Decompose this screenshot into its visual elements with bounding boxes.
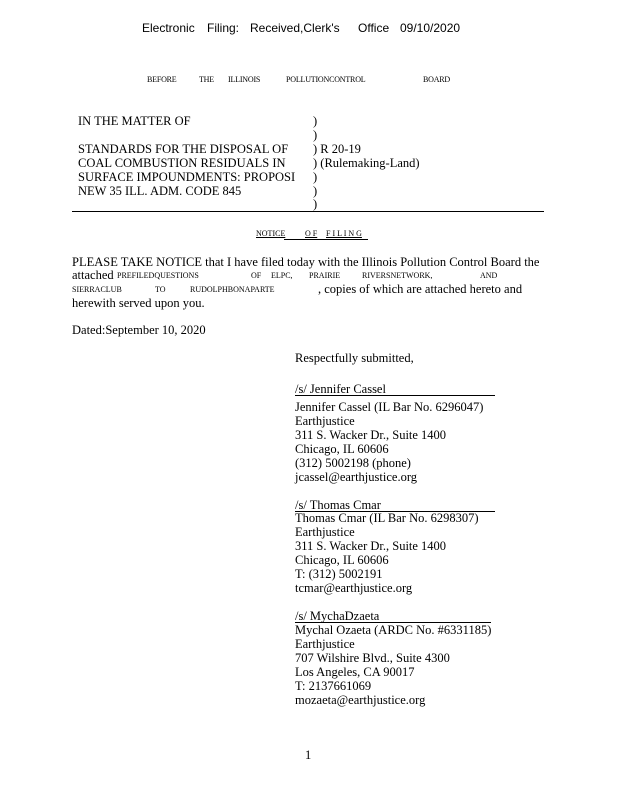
caption-line-6: NEW 35 ILL. ADM. CODE 845 (78, 184, 242, 198)
signature-cassel: /s/ Jennifer Cassel (295, 382, 386, 396)
stamp-electronic: Electronic (142, 21, 195, 35)
ozaeta-line-2: Earthjustice (295, 637, 355, 651)
ozaeta-line-5: T: 2137661069 (295, 679, 372, 693)
signature-ozaeta: /s/ MychaDzaeta (295, 609, 380, 623)
cmar-line-5: T: (312) 5002191 (295, 567, 383, 581)
notice-line-3-suffix: , copies of which are attached hereto and (318, 282, 523, 296)
notice-title-of: O F (305, 229, 318, 238)
caption-paren-1: ) (313, 114, 318, 128)
dated-line: Dated:September 10, 2020 (72, 323, 206, 337)
cassel-line-4: Chicago, IL 60606 (295, 442, 389, 456)
cassel-line-2: Earthjustice (295, 414, 355, 428)
doc-rivers: RIVERSNETWORK, (362, 271, 433, 280)
ozaeta-line-1: Mychal Ozaeta (ARDC No. #6331185) (295, 623, 492, 637)
respectfully-submitted: Respectfully submitted, (295, 351, 414, 365)
caption-paren-7: ) (313, 197, 318, 211)
caption-paren-6: ) (313, 184, 318, 198)
caption-line-1: IN THE MATTER OF (78, 114, 191, 128)
caption-paren-2: ) (313, 128, 318, 142)
board-illinois: ILLINOIS (228, 75, 261, 84)
doc-prairie: PRAIRIE (309, 271, 341, 280)
stamp-date: 09/10/2020 (400, 21, 461, 35)
ozaeta-line-6: mozaeta@earthjustice.org (295, 693, 426, 707)
ozaeta-line-4: Los Angeles, CA 90017 (295, 665, 415, 679)
doc-elpc: ELPC, (271, 271, 293, 280)
cassel-line-1: Jennifer Cassel (IL Bar No. 6296047) (295, 400, 484, 414)
cmar-line-2: Earthjustice (295, 525, 355, 539)
cmar-line-4: Chicago, IL 60606 (295, 553, 389, 567)
notice-line-1: PLEASE TAKE NOTICE that I have filed today with the Illinois Pollution Control Board the (72, 255, 540, 269)
doc-sierra: SIERRACLUB (72, 285, 122, 294)
caption-divider (72, 211, 544, 212)
board-pollution: POLLUTIONCONTROL (286, 75, 366, 84)
caption-line-4: COAL COMBUSTION RESIDUALS IN (78, 156, 286, 170)
caption-paren-5: ) (313, 170, 318, 184)
board-the: THE (199, 75, 214, 84)
ozaeta-line-3: 707 Wilshire Blvd., Suite 4300 (295, 651, 450, 665)
stamp-office: Office (358, 21, 390, 35)
stamp-received: Received,Clerk's (250, 21, 340, 35)
notice-title-notice: NOTICE (256, 229, 286, 238)
notice-title-underline (284, 239, 368, 240)
cmar-line-6: tcmar@earthjustice.org (295, 581, 413, 595)
notice-line-4: herewith served upon you. (72, 296, 205, 310)
stamp-filing: Filing: (207, 21, 240, 35)
doc-to: TO (155, 285, 166, 294)
cmar-line-1: Thomas Cmar (IL Bar No. 6298307) (295, 511, 479, 525)
caption-rulemaking: ) (Rulemaking-Land) (313, 156, 420, 170)
doc-rudolph: RUDOLPHBONAPARTE (190, 285, 275, 294)
notice-line-2-prefix: attached (72, 268, 114, 282)
notice-title-filing: F I L I N G (326, 229, 362, 238)
caption-line-5: SURFACE IMPOUNDMENTS: PROPOSI (78, 170, 296, 184)
cmar-line-3: 311 S. Wacker Dr., Suite 1400 (295, 539, 447, 553)
caption-docket: ) R 20-19 (313, 142, 361, 156)
cassel-line-3: 311 S. Wacker Dr., Suite 1400 (295, 428, 447, 442)
signature-line-cassel (295, 395, 495, 396)
doc-and: AND (480, 271, 498, 280)
board-before: BEFORE (147, 75, 177, 84)
board-board: BOARD (423, 75, 451, 84)
doc-prefiled: PREFILEDQUESTIONS (117, 271, 199, 280)
page-number: 1 (305, 748, 312, 762)
cassel-line-5: (312) 5002198 (phone) (295, 456, 411, 470)
signature-cmar: /s/ Thomas Cmar (295, 498, 381, 512)
caption-line-3: STANDARDS FOR THE DISPOSAL OF (78, 142, 289, 156)
doc-of: OF (251, 271, 262, 280)
cassel-line-6: jcassel@earthjustice.org (295, 470, 418, 484)
